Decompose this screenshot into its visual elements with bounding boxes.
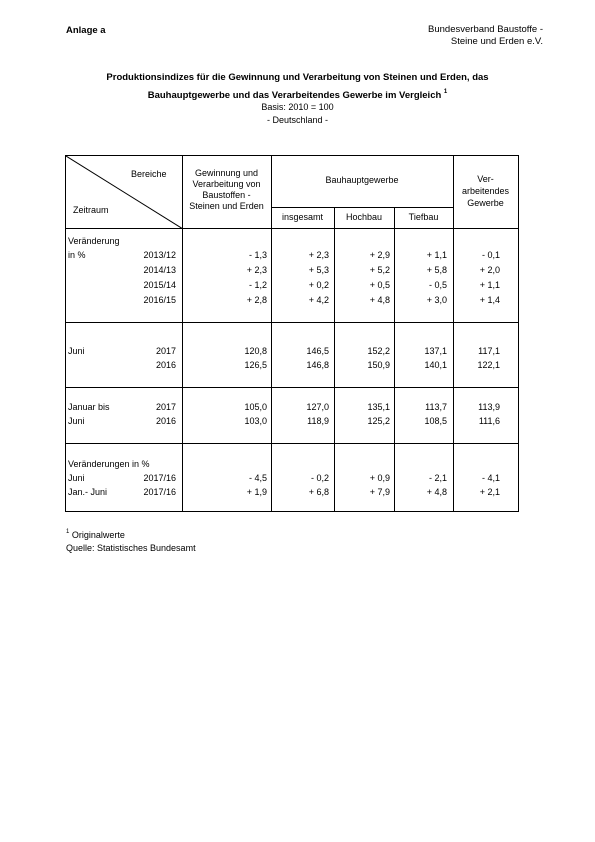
value-insgesamt: 146,5 (306, 346, 329, 356)
value-tiefbau: 108,5 (424, 416, 447, 426)
period: 2017/16 (143, 487, 176, 497)
value-verarbeitendes: + 2,1 (479, 487, 500, 497)
value-gewinnung: + 1,9 (246, 487, 267, 497)
value-insgesamt: + 5,3 (308, 265, 329, 275)
value-verarbeitendes: - 0,1 (481, 250, 500, 260)
value-insgesamt: - 0,2 (310, 473, 329, 483)
col-header-verarb-line1: Ver- (477, 174, 494, 184)
value-verarbeitendes: - 4,1 (481, 473, 500, 483)
value-verarbeitendes: 111,6 (478, 416, 500, 426)
value-insgesamt: 146,8 (306, 360, 329, 370)
value-hochbau: + 2,9 (369, 250, 390, 260)
col-header-gewinnung-line2: Verarbeitung von (192, 179, 261, 189)
row-label: Juni (68, 473, 85, 483)
value-gewinnung: - 1,3 (248, 250, 267, 260)
col-header-tiefbau: Tiefbau (408, 212, 439, 222)
corner-diagonal (66, 156, 183, 229)
title-line-2-text: Bauhauptgewerbe und das Verarbeitendes Gewerbe im Vergleich (147, 90, 442, 101)
value-hochbau: + 7,9 (369, 487, 390, 497)
value-hochbau: + 4,8 (369, 295, 390, 305)
value-tiefbau: - 2,1 (428, 473, 447, 483)
period: 2015/14 (143, 280, 176, 290)
value-gewinnung: + 2,8 (246, 295, 267, 305)
organization-line-2: Steine und Erden e.V. (450, 36, 543, 47)
value-hochbau: + 5,2 (369, 265, 390, 275)
year: 2016 (155, 416, 176, 426)
value-insgesamt: + 4,2 (308, 295, 329, 305)
value-gewinnung: + 2,3 (246, 265, 267, 275)
col-header-gewinnung-line1: Gewinnung und (194, 168, 259, 178)
value-insgesamt: + 6,8 (308, 487, 329, 497)
value-insgesamt: + 2,3 (308, 250, 329, 260)
value-verarbeitendes: 117,1 (478, 346, 500, 356)
corner-bereiche: Bereiche (131, 169, 167, 179)
col-header-insgesamt: insgesamt (281, 212, 324, 222)
value-gewinnung: - 4,5 (248, 473, 267, 483)
col-header-verarbeitendes (453, 173, 518, 209)
sec1-label: Veränderung (68, 236, 120, 246)
sec3-label: Januar bis (68, 402, 110, 412)
sec3-sublabel: Juni (68, 416, 85, 426)
value-insgesamt: + 0,2 (308, 280, 329, 290)
row-divider-sec1 (66, 322, 518, 323)
value-tiefbau: + 1,1 (426, 250, 447, 260)
col-header-gewinnung-line4: Steinen und Erden (189, 201, 264, 211)
sec1-sublabel: in % (68, 250, 86, 260)
col-header-verarb-line2: arbeitendes (461, 186, 510, 196)
footnote-mark: 1 (66, 529, 70, 535)
annex-label: Anlage a (66, 25, 106, 36)
organization-name (428, 24, 543, 48)
value-verarbeitendes: + 1,1 (479, 280, 500, 290)
basis-line: Basis: 2010 = 100 (261, 102, 334, 112)
row-divider-bau (271, 207, 453, 208)
footnote (66, 529, 125, 540)
value-hochbau: + 0,9 (369, 473, 390, 483)
value-tiefbau: 137,1 (424, 346, 447, 356)
corner-zeitraum: Zeitraum (73, 205, 109, 215)
col-header-gewinnung-line3: Baustoffen - (202, 190, 251, 200)
col-divider-2 (271, 156, 272, 511)
year: 2017 (155, 402, 176, 412)
row-divider-sec2 (66, 387, 518, 388)
year: 2017 (155, 346, 176, 356)
value-tiefbau: 140,1 (424, 360, 447, 370)
row-label: Jan.- Juni (68, 487, 108, 497)
period: 2013/12 (143, 250, 176, 260)
value-gewinnung: 126,5 (244, 360, 267, 370)
value-gewinnung: 103,0 (244, 416, 267, 426)
source-note: Quelle: Statistisches Bundesamt (66, 543, 196, 553)
value-hochbau: + 0,5 (369, 280, 390, 290)
value-hochbau: 150,9 (367, 360, 390, 370)
value-verarbeitendes: + 2,0 (479, 265, 500, 275)
value-gewinnung: 120,8 (244, 346, 267, 356)
col-divider-5 (453, 156, 454, 511)
value-hochbau: 125,2 (367, 416, 390, 426)
period: 2017/16 (143, 473, 176, 483)
region-line: - Deutschland - (266, 115, 329, 125)
title-footnote-mark: 1 (443, 89, 448, 95)
footnote-text: Originalwerte (69, 530, 125, 540)
row-divider-sec3 (66, 443, 518, 444)
year: 2016 (155, 360, 176, 370)
sec4-title: Veränderungen in % (68, 459, 150, 469)
organization-line-1: Bundesverband Baustoffe - (428, 24, 543, 35)
col-divider-4 (394, 207, 395, 511)
row-divider-header (66, 228, 518, 229)
value-hochbau: 135,1 (367, 402, 390, 412)
value-verarbeitendes: 113,9 (478, 402, 500, 412)
value-insgesamt: 127,0 (306, 402, 329, 412)
value-tiefbau: + 4,8 (426, 487, 447, 497)
value-insgesamt: 118,9 (307, 416, 329, 426)
value-tiefbau: + 5,8 (426, 265, 447, 275)
title-line-1: Produktionsindizes für die Gewinnung und Verarbeitung von Steinen und Erden, das (106, 72, 489, 83)
value-verarbeitendes: + 1,4 (479, 295, 500, 305)
col-header-hochbau: Hochbau (345, 212, 383, 222)
title-line-2 (0, 85, 595, 103)
col-divider-3 (334, 207, 335, 511)
period: 2016/15 (143, 295, 176, 305)
value-tiefbau: - 0,5 (428, 280, 447, 290)
value-tiefbau: + 3,0 (426, 295, 447, 305)
col-header-verarb-line3: Gewerbe (467, 198, 504, 208)
value-hochbau: 152,2 (367, 346, 390, 356)
sec2-label: Juni (68, 346, 85, 356)
value-verarbeitendes: 122,1 (477, 360, 500, 370)
col-header-bauhauptgewerbe: Bauhauptgewerbe (325, 175, 399, 185)
period: 2014/13 (143, 265, 176, 275)
index-table (65, 155, 519, 512)
value-gewinnung: - 1,2 (248, 280, 267, 290)
col-header-gewinnung (182, 168, 271, 212)
value-tiefbau: 113,7 (425, 402, 447, 412)
value-gewinnung: 105,0 (244, 402, 267, 412)
